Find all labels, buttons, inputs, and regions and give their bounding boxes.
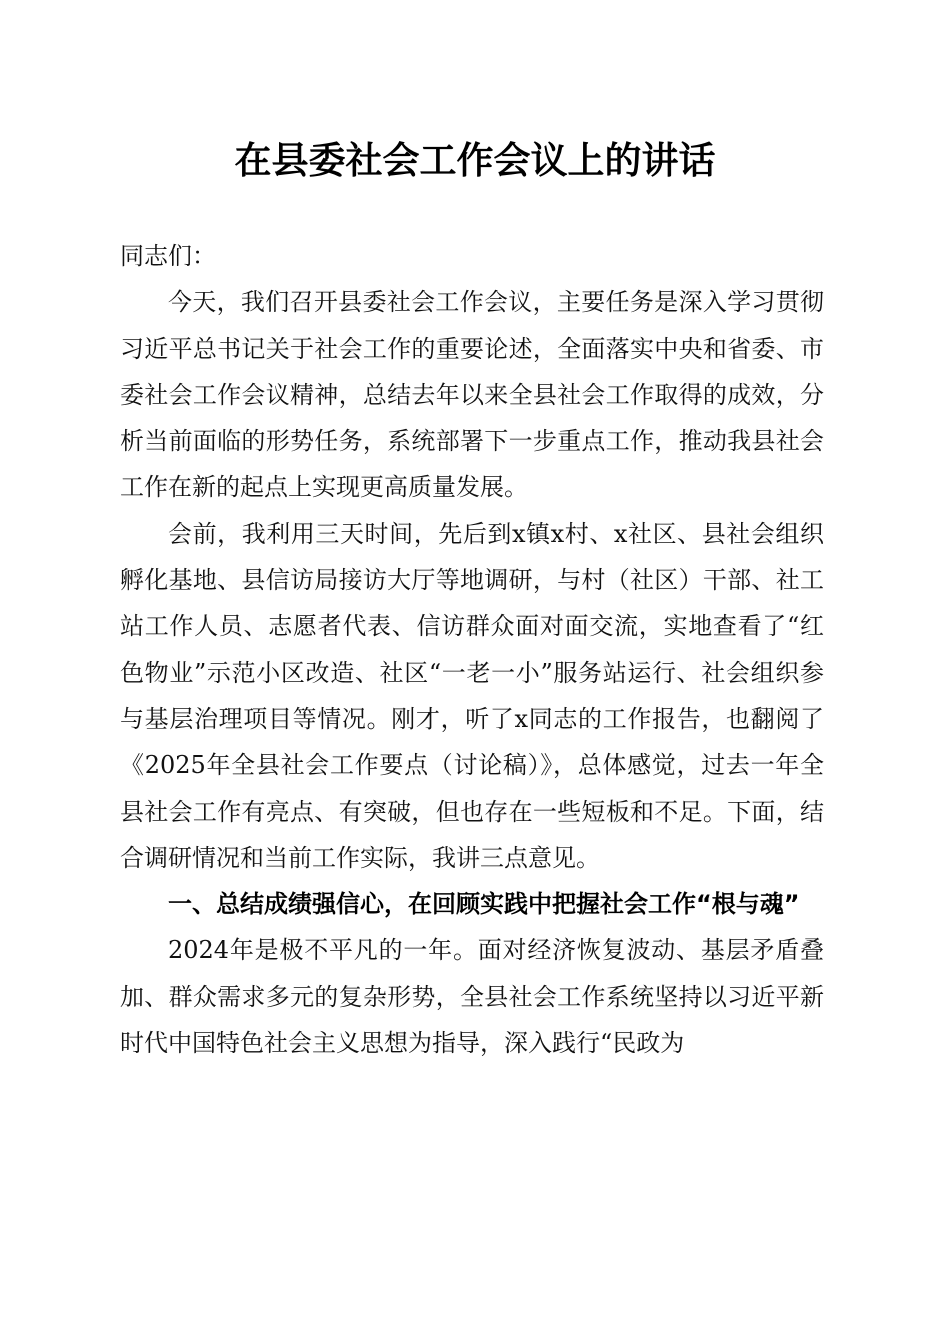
- paragraph-section-1: 2024年是极不平凡的一年。面对经济恢复波动、基层矛盾叠加、群众需求多元的复杂形势，全县社会工作系统坚持以习近平新时代中国特色社会主义思想为指导，深入践行“民政为: [120, 936, 824, 1058]
- paragraph-opening: 今天，我们召开县委社会工作会议，主要任务是深入学习贯彻习近平总书记关于社会工作的重要论述，全面落实中央和省委、市委社会工作会议精神，总结去年以来全县社会工作取得的成效，分析当前面临的形势任务，系统部署下一步重点工作，推动我县社会工作在新的起点上实现更高质量发展。: [120, 288, 824, 502]
- section-heading-1: 一、总结成绩强信心，在回顾实践中把握社会工作“根与魂”: [168, 890, 800, 919]
- document-body: [120, 233, 824, 1066]
- paragraph-research: 会前，我利用三天时间，先后到x镇x村、x社区、县社会组织孵化基地、县信访局接访大厅等地调研，与村（社区）干部、社工站工作人员、志愿者代表、信访群众面对面交流，实地查看了“红色物业”示范小区改造、社区“一老一小”服务站运行、社会组织参与基层治理项目等情况。刚才，听了x同志的工作报告，也翻阅了《2025年全县社会工作要点（讨论稿）》，总体感觉，过去一年全县社会工作有亮点、有突破，但也存在一些短板和不足。下面，结合调研情况和当前工作实际，我讲三点意见。: [120, 519, 824, 872]
- salutation: 同志们：: [120, 242, 216, 270]
- document-title: 在县委社会工作会议上的讲话: [234, 138, 716, 182]
